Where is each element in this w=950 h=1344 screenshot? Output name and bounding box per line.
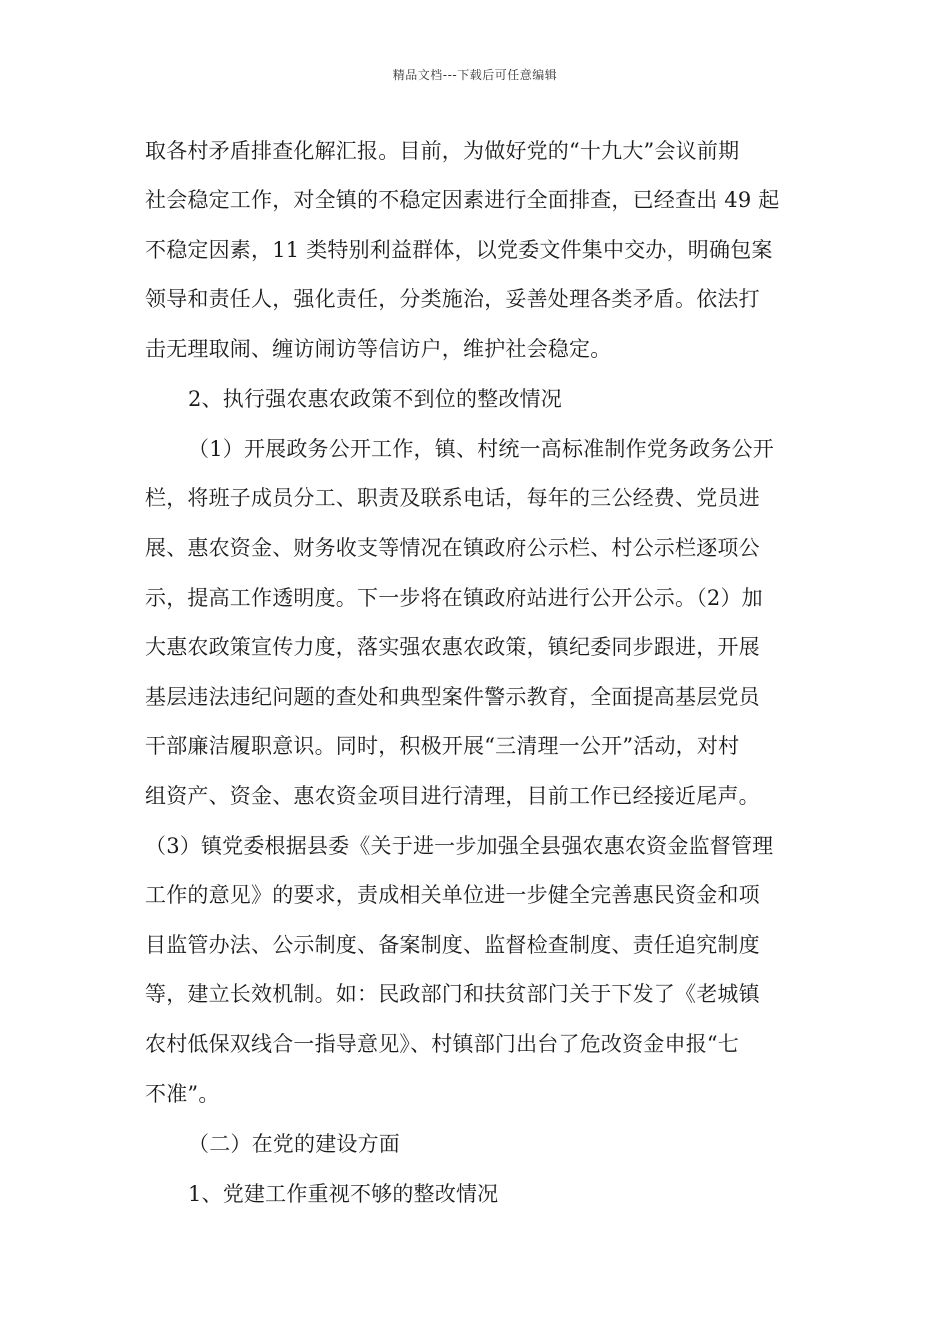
body-line: 栏，将班子成员分工、职责及联系电话，每年的三公经费、党员进 (145, 486, 760, 510)
body-line: 工作的意见》的要求，责成相关单位进一步健全完善惠民资金和项 (145, 883, 760, 907)
body-line: 农村低保双线合一指导意见》、村镇部门出台了危改资金申报“七 (145, 1032, 740, 1056)
body-line: 展、惠农资金、财务收支等情况在镇政府公示栏、村公示栏逐项公 (145, 536, 760, 560)
body-line: 等，建立长效机制。如：民政部门和扶贫部门关于下发了《老城镇 (145, 982, 760, 1006)
body-line: 社会稳定工作，对全镇的不稳定因素进行全面排查，已经查出 49 起 (145, 188, 780, 212)
body-line: 基层违法违纪问题的查处和典型案件警示教育，全面提高基层党员 (145, 685, 760, 709)
body-line: 不稳定因素，11 类特别利益群体，以党委文件集中交办，明确包案 (145, 238, 773, 262)
body-line: 大惠农政策宣传力度，落实强农惠农政策，镇纪委同步跟进，开展 (145, 635, 760, 659)
section-heading: 1、党建工作重视不够的整改情况 (188, 1182, 499, 1206)
body-line: 干部廉洁履职意识。同时，积极开展“三清理一公开”活动，对村 (145, 734, 740, 758)
section-heading: （二）在党的建设方面 (188, 1132, 400, 1156)
body-line: 组资产、资金、惠农资金项目进行清理，目前工作已经接近尾声。 (145, 784, 760, 808)
body-line: 不准”。 (145, 1082, 220, 1106)
body-line: （1）开展政务公开工作，镇、村统一高标准制作党务政务公开 (188, 437, 774, 461)
body-line: 示，提高工作透明度。下一步将在镇政府站进行公开公示。（2）加 (145, 586, 763, 610)
body-line: （3）镇党委根据县委《关于进一步加强全县强农惠农资金监督管理 (145, 834, 774, 858)
page-header: 精品文档---下载后可任意编辑 (392, 68, 558, 82)
body-line: 领导和责任人，强化责任，分类施治，妥善处理各类矛盾。依法打 (145, 287, 760, 311)
body-line: 目监管办法、公示制度、备案制度、监督检查制度、责任追究制度 (145, 933, 760, 957)
body-line: 击无理取闹、缠访闹访等信访户，维护社会稳定。 (145, 337, 612, 361)
section-heading: 2、执行强农惠农政策不到位的整改情况 (188, 387, 562, 411)
body-line: 取各村矛盾排查化解汇报。目前，为做好党的“十九大”会议前期 (145, 139, 740, 163)
